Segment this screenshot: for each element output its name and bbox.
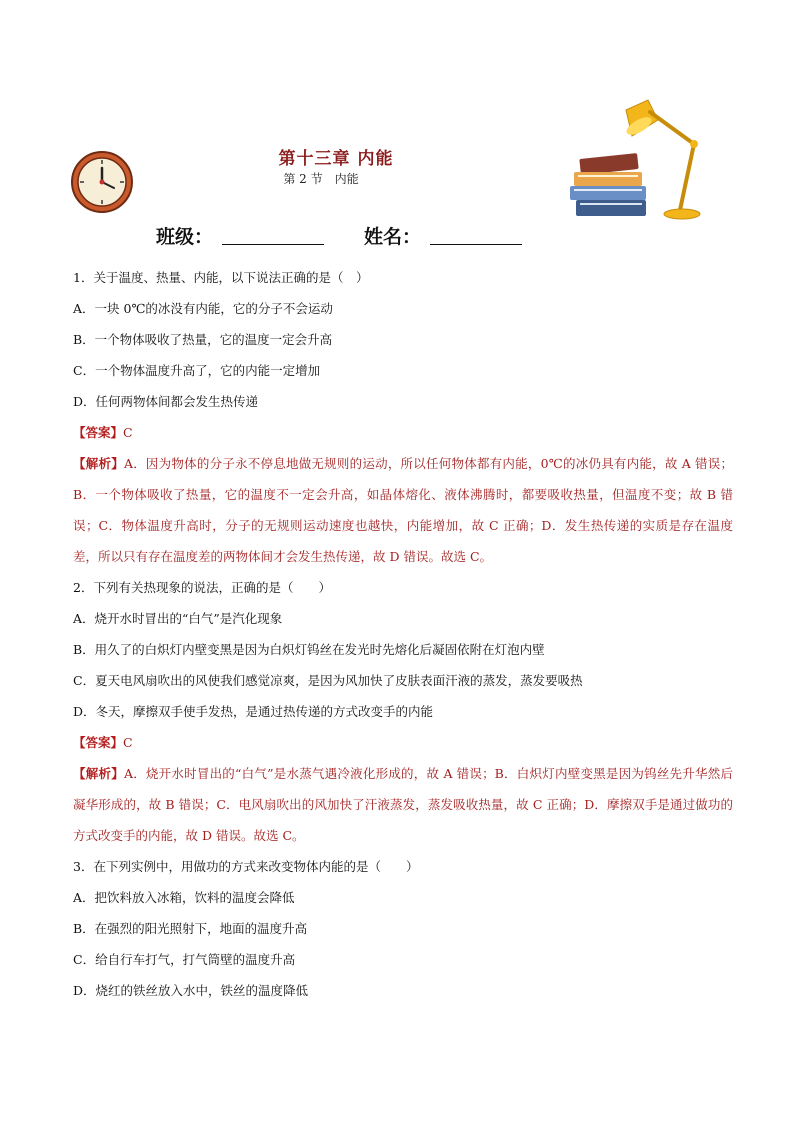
option-d: D．任何两物体间都会发生热传递 xyxy=(73,394,259,409)
class-label: 班级： xyxy=(156,226,214,248)
answer-value: C xyxy=(123,425,133,440)
analysis-paragraph xyxy=(73,448,733,572)
question-stem: 3．在下列实例中，用做功的方式来改变物体内能的是（ ） xyxy=(73,859,419,874)
name-label: 姓名： xyxy=(364,226,422,248)
option-d: D．烧红的铁丝放入水中，铁丝的温度降低 xyxy=(73,983,309,998)
question-3 xyxy=(73,851,733,1006)
answer-tag: 【答案】 xyxy=(73,735,124,750)
answer-line xyxy=(73,417,733,448)
question-list xyxy=(73,262,733,1006)
class-blank xyxy=(222,244,324,245)
option-a: A．把饮料放入冰箱，饮料的温度会降低 xyxy=(73,890,295,905)
option-c: C．一个物体温度升高了，它的内能一定增加 xyxy=(73,363,321,378)
chapter-title: 第十三章 内能 xyxy=(278,149,394,169)
option-c: C．给自行车打气，打气筒壁的温度升高 xyxy=(73,952,296,967)
option-a: A．烧开水时冒出的“白气”是汽化现象 xyxy=(73,611,283,626)
analysis-tag: 【解析】 xyxy=(73,766,124,781)
question-stem: 2．下列有关热现象的说法，正确的是（ ） xyxy=(73,580,331,595)
analysis-text: A．烧开水时冒出的“白气”是水蒸气遇冷液化形成的，故 A 错误；B．白炽灯内壁变黑是因为钨丝先升华然后凝华形成的，故 B 错误；C．电风扇吹出的风加快了汗液蒸发，蒸发吸收热量，故 C 正确；D．摩擦双手是通过做功的方式改变手的内能，故 D 错误。故选 C。 xyxy=(73,766,733,843)
option-b: B．一个物体吸收了热量，它的温度一定会升高 xyxy=(73,332,333,347)
option-b: B．用久了的白炽灯内壁变黑是因为白炽灯钨丝在发光时先熔化后凝固依附在灯泡内壁 xyxy=(73,642,545,657)
section-title: 第 2 节 内能 xyxy=(283,172,359,186)
option-c: C．夏天电风扇吹出的风使我们感觉凉爽，是因为风加快了皮肤表面汗液的蒸发，蒸发要吸热 xyxy=(73,673,583,688)
question-1 xyxy=(73,262,733,572)
option-a: A．一块 0℃的冰没有内能，它的分子不会运动 xyxy=(73,301,333,316)
option-b: B．在强烈的阳光照射下，地面的温度升高 xyxy=(73,921,308,936)
name-blank xyxy=(430,244,522,245)
analysis-text: A．因为物体的分子永不停息地做无规则的运动，所以任何物体都有内能，0℃的冰仍具有内能，故 A 错误；B．一个物体吸收了热量，它的温度不一定会升高，如晶体熔化、液体沸腾时，都要吸收热量，但温度不变；故 B 错误；C．物体温度升高时，分子的无规则运动速度也越快，内能增加，故 C 正确；D．发生热传递的实质是存在温度差，所以只有存在温度差的两物体间才会发生热传递，故 D 错误。故选 C。 xyxy=(73,456,733,564)
question-stem: 1．关于温度、热量、内能，以下说法正确的是（ ） xyxy=(73,270,369,285)
question-2 xyxy=(73,572,733,851)
analysis-paragraph xyxy=(73,758,733,851)
answer-value: C xyxy=(123,735,133,750)
option-d: D．冬天，摩擦双手使手发热，是通过热传递的方式改变手的内能 xyxy=(73,704,434,719)
answer-line xyxy=(73,727,733,758)
analysis-tag: 【解析】 xyxy=(73,456,124,471)
answer-tag: 【答案】 xyxy=(73,425,124,440)
